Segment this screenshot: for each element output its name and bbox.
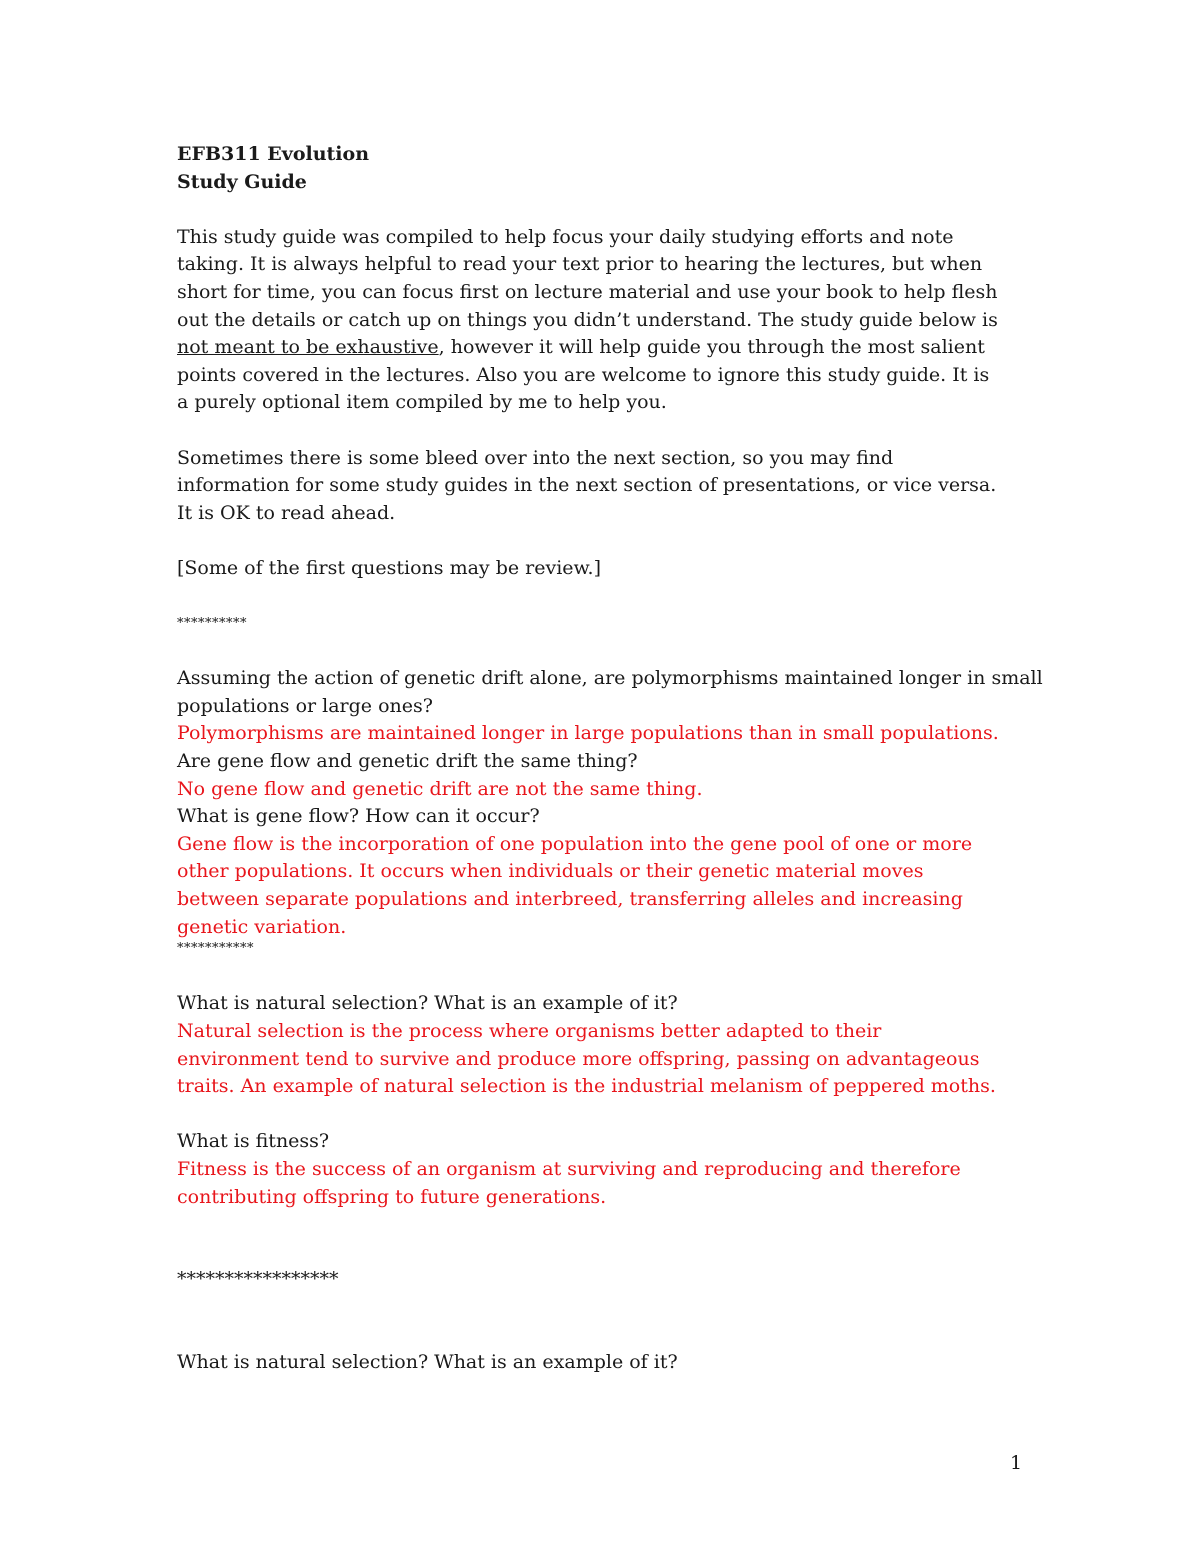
spacer [177,1294,1057,1322]
answer: No gene flow and genetic drift are not the same thing. [177,777,703,800]
question: What is natural selection? What is an example of it? [177,1351,678,1374]
answer: traits. An example of natural selection is the industrial melanism of peppered moths. [177,1075,996,1098]
section-genetic-drift [177,665,1057,941]
spacer [177,1101,1057,1129]
answer: Fitness is the success of an organism at surviving and reproducing and therefore [177,1157,961,1180]
spacer [177,1239,1057,1267]
separator-stars: ***************** [177,1268,339,1291]
spacer [177,1211,1057,1239]
spacer [177,638,1057,666]
spacer [177,527,1057,555]
document-subtitle: Study Guide [177,170,307,193]
answer: Gene flow is the incorporation of one population into the gene pool of one or more [177,832,973,855]
question: What is natural selection? What is an example of it? [177,992,678,1015]
intro-line: This study guide was compiled to help focus your daily studying efforts and note [177,225,954,248]
intro-line: taking. It is always helpful to read your text prior to hearing the lectures, but when [177,253,983,276]
review-note: [Some of the first questions may be review.] [177,556,601,579]
question: Assuming the action of genetic drift alone, are polymorphisms maintained longer in small [177,667,1043,690]
spacer [177,963,1057,991]
section-repeat-question [177,1349,1057,1377]
bleed-line: information for some study guides in the next section of presentations, or vice versa. [177,474,997,497]
page-number: 1 [1010,1452,1023,1474]
answer: other populations. It occurs when individuals or their genetic material moves [177,860,924,883]
intro-line: out the details or catch up on things you didn’t understand. The study guide below is [177,308,998,331]
course-title: EFB311 Evolution [177,143,370,165]
answer: Polymorphisms are maintained longer in large populations than in small populations. [177,722,999,745]
answer: between separate populations and interbreed, transferring alleles and increasing [177,888,963,911]
intro-paragraph [177,224,1057,417]
answer: contributing offspring to future generations. [177,1185,607,1208]
intro-line: a purely optional item compiled by me to help you. [177,391,667,414]
question: What is fitness? [177,1130,330,1153]
answer: genetic variation. [177,915,347,938]
question: populations or large ones? [177,694,433,717]
section-natural-selection [177,990,1057,1211]
spacer [177,196,1057,224]
intro-line: points covered in the lectures. Also you are welcome to ignore this study guide. It is [177,363,990,386]
question: What is gene flow? How can it occur? [177,805,540,828]
answer: Natural selection is the process where organisms better adapted to their [177,1020,882,1042]
separator-stars: ********** [177,616,247,632]
spacer [177,583,1057,611]
answer: environment tend to survive and produce more offspring, passing on advantageous [177,1047,980,1070]
question: Are gene flow and genetic drift the same thing? [177,750,638,773]
separator-stars: *********** [177,941,254,957]
spacer [177,417,1057,445]
intro-line: short for time, you can focus first on lecture material and use your book to help flesh [177,280,998,303]
intro-line [177,334,1057,362]
bleed-line: It is OK to read ahead. [177,501,396,524]
bleed-line: Sometimes there is some bleed over into the next section, so you may find [177,446,894,469]
bleed-paragraph [177,445,1057,528]
underlined-phrase: not meant to be exhaustive [177,336,439,359]
document-body [177,141,1057,1377]
spacer [177,1322,1057,1350]
intro-line-rest: , however it will help guide you through the most salient [438,336,985,359]
